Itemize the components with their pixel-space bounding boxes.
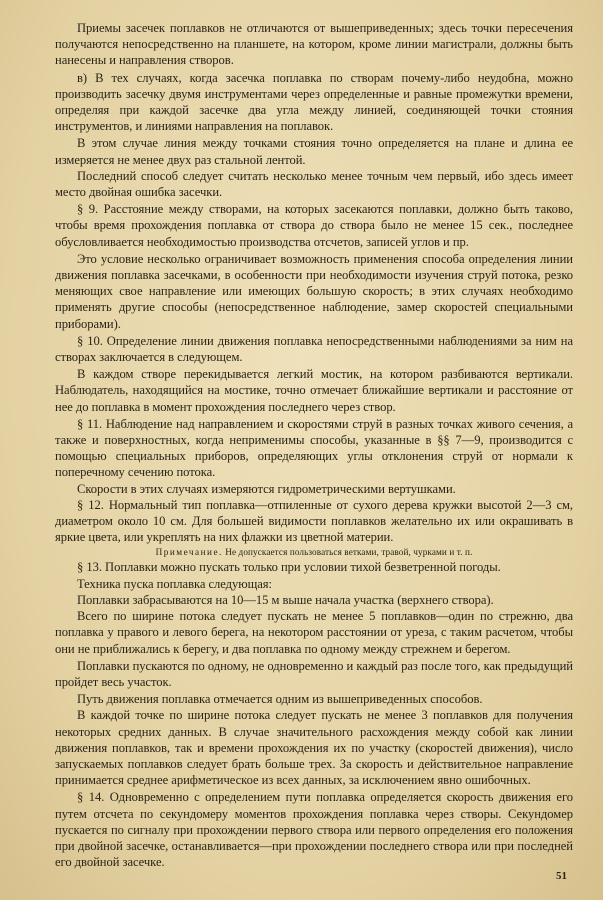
paragraph-section-9: § 9. Расстояние между створами, на которых засекаются поплавки, должно быть таково, чтобы время прохождения поплавка от створа до створа было не менее 15 сек., последнее обусловливается необходимостью производства отсчетов, записей углов и пр. <box>55 202 573 249</box>
paragraph-thrown: Поплавки забрасываются на 10—15 м выше начала участка (верхнего створа). <box>77 592 494 607</box>
paragraph-floats-intersection: Приемы засечек поплавков не отличаются от вышеприведенных; здесь точки пересечения получаются непосредственно на планшете, на котором, кроме линии магистрали, должны быть нанесены и направления створов. <box>55 21 573 68</box>
paragraph-section-14: § 14. Одновременно с определением пути поплавка определяется скорость движения его путем отсчета по секундомеру моментов прохождения поплавка через створы. Секундомер пускается по сигналу при прохождении первого створа или первого определения его положения при двойной засечке, останавливается—при прохождении последнего створа или при последней его двойной засечке. <box>55 790 573 870</box>
paragraph-current-meters: Скорости в этих случаях измеряются гидрометрическими вертушками. <box>77 481 456 496</box>
paragraph-section-13: § 13. Поплавки можно пускать только при условии тихой безветренной погоды. <box>77 559 501 574</box>
paragraph-one-by-one: Поплавки пускаются по одному, не одновременно и каждый раз после того, как предыдущий пройдет весь участок. <box>55 658 573 689</box>
paragraph-item-v: в) В тех случаях, когда засечка поплавка по створам почему-либо неудобна, можно производить засечку двумя инструментами через определенные и равные промежутки времени, определяя при каждой засечке два угла между линией, соединяющей точки стояния инструментов, и линиями направления на поплавок. <box>55 70 573 134</box>
paragraph-path: Путь движения поплавка отмечается одним из вышеприведенных способов. <box>77 692 483 707</box>
paragraph-three-floats: В каждой точке по ширине потока следует пускать не менее 3 поплавков для получения некоторых средних данных. В случае значительного расхождения между собой как линии движения поплавков, так и времени прохождения их по участку (скоростей движения), число запускаемых поплавков следует брать больше трех. За скорость и действительное направление принимается среднее арифметическое из всех данных, за исключением явно ошибочных. <box>55 708 573 788</box>
paragraph-five-floats: Всего по ширине потока следует пускать не менее 5 поплавков—один по стрежню, два поплавка у правого и левого берега, на некотором расстоянии от уреза, с таким расчетом, чтобы они не приближались к берегу, и два поплавка по одному между стрежнем и берегом. <box>55 609 573 656</box>
paragraph-section-12: § 12. Нормальный тип поплавка—отпиленные от сухого дерева кружки высотой 2—3 см, диаметром около 10 см. Для большей видимости поплавков желательно их или окрашивать в яркие цвета, или укреплять на них флажки из цветной материи. <box>55 497 573 545</box>
paragraph-condition: Это условие несколько ограничивает возможность применения способа определения линии движения поплавка засечками, в особенности при необходимости изучения струй потока, резко меняющих свое направление или имеющих большую скорость; в этих случаях необходимо применять другие способы (непосредственное наблюдение, замер скоростей специальными приборами). <box>55 251 573 331</box>
paragraph-section-10: § 10. Определение линии движения поплавка непосредственными наблюдениями за ним на створах заключается в следующем. <box>55 333 573 365</box>
footnote-remark <box>55 546 573 559</box>
paragraph-section-11: § 11. Наблюдение над направлением и скоростями струй в разных точках живого сечения, а также и поверхностных, когда неприменимы способы, указанные в §§ 7—9, производится с помощью специальных приборов, определяющих углы отклонения струй от нормали к поперечному сечению потока. <box>55 416 573 480</box>
paragraph-technique: Техника пуска поплавка следующая: <box>77 576 272 591</box>
page-number: 51 <box>556 870 567 882</box>
footnote-text: Не допускается пользоваться ветками, травой, чурками и т. п. <box>222 546 473 557</box>
footnote-lead: Примечание. <box>155 546 223 557</box>
paragraph-last-method: Последний способ следует считать несколько менее точным чем первый, ибо здесь имеет место двойная ошибка засечки. <box>55 168 573 200</box>
paragraph-line-measure: В этом случае линия между точками стояния точно определяется на плане и длина ее измеряется не менее двух раз стальной лентой. <box>55 136 573 167</box>
paragraph-bridge: В каждом створе перекидывается легкий мостик, на котором разбиваются вертикали. Наблюдатель, находящийся на мостике, точно отмечает ближайшие вертикали и расстояние от нее до поплавка в момент прохождения последнего через створ. <box>55 367 573 414</box>
